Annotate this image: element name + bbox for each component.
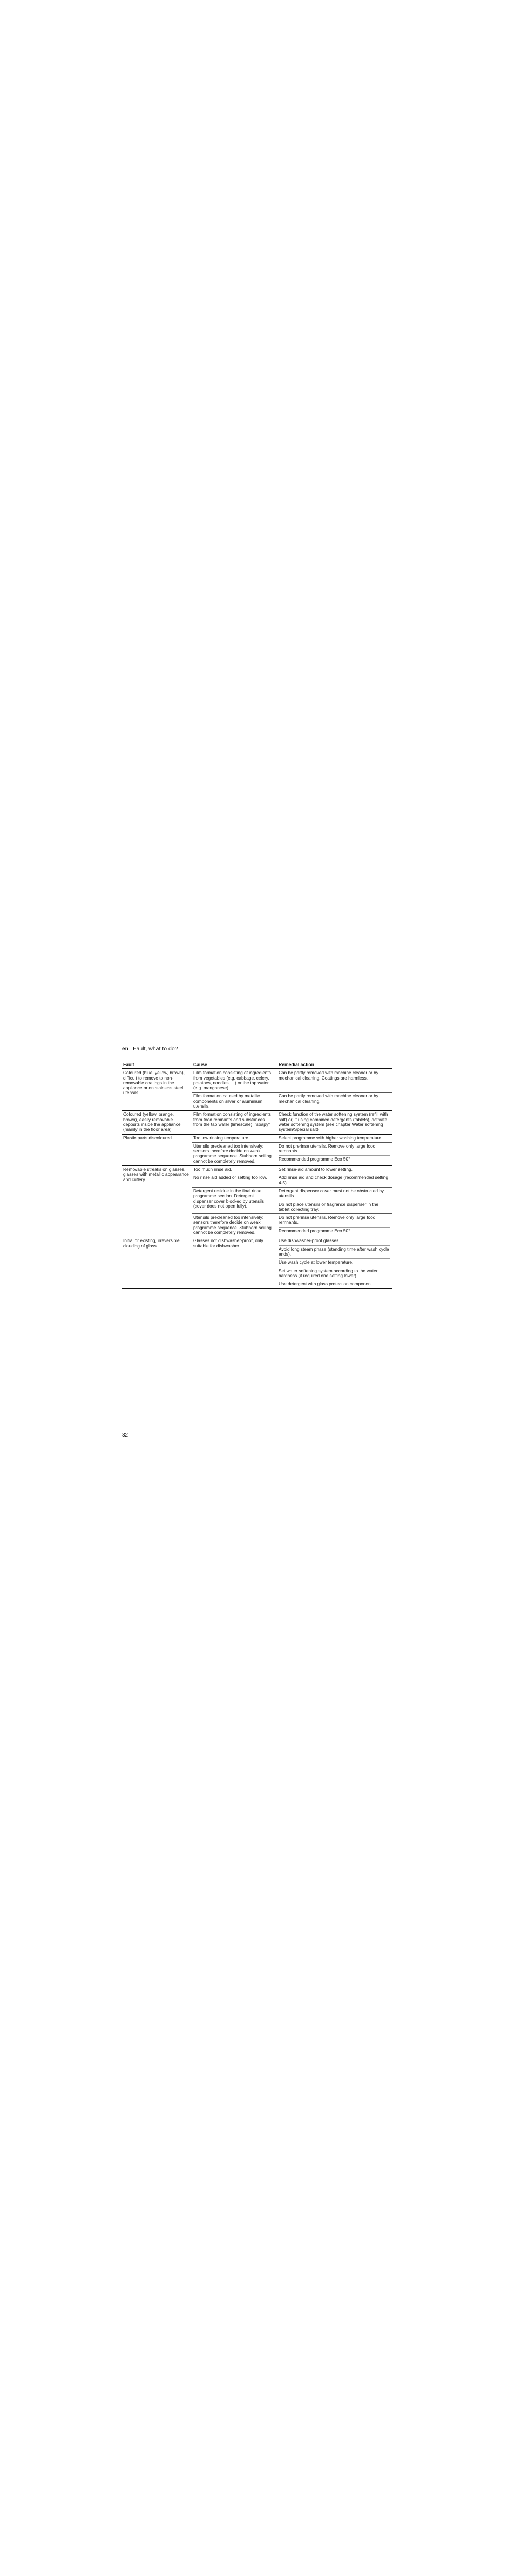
causes-group bbox=[192, 1069, 392, 1110]
table-row bbox=[122, 1237, 392, 1289]
table-row bbox=[122, 1111, 392, 1134]
remedy-cell bbox=[277, 1174, 392, 1187]
remedy-item: Detergent dispenser cover must not be obstructed by utensils. bbox=[279, 1188, 384, 1199]
remedy-cell bbox=[277, 1069, 392, 1092]
fault-cell: Plastic parts discoloured. bbox=[123, 1135, 173, 1141]
troubleshooting-table bbox=[122, 1061, 392, 1289]
remedy-item: Recommended programme Eco 50° bbox=[279, 1155, 390, 1163]
remedy-cell bbox=[277, 1143, 392, 1165]
language-code: en bbox=[122, 1046, 129, 1052]
cause-block bbox=[192, 1174, 392, 1187]
remedy-cell bbox=[277, 1166, 392, 1174]
remedy-item: Can be partly removed with machine cleaner or by mechanical cleaning. Coatings are harmless. bbox=[279, 1070, 378, 1081]
remedy-item: Use dishwasher-proof glasses. bbox=[279, 1238, 340, 1244]
fault-cell: Coloured (blue, yellow, brown), difficult to remove to non-removable coatings in the appliance or on stainless steel utensils. bbox=[123, 1070, 185, 1096]
remedy-cell bbox=[277, 1237, 392, 1288]
table-row bbox=[122, 1135, 392, 1166]
remedy-cell bbox=[277, 1111, 392, 1134]
cause-cell: Film formation consisting of ingredients from vegetables (e.g. cabbage, celery, potatoes, noodles, ...) or the tap water (e.g. manganese). bbox=[193, 1070, 271, 1091]
cause-cell: Utensils precleaned too intensively; sensors therefore decide on weak programme sequence. Stubborn soiling cannot be completely removed. bbox=[193, 1143, 272, 1164]
fault-cell: Coloured (yellow, orange, brown), easily removable deposits inside the appliance (mainly in the floor area) bbox=[123, 1111, 181, 1132]
remedy-item: Select programme with higher washing temperature. bbox=[279, 1135, 383, 1141]
section-title: Fault, what to do? bbox=[133, 1046, 178, 1052]
remedy-item: Do not prerinse utensils. Remove only large food remnants. bbox=[279, 1215, 376, 1225]
causes-group bbox=[192, 1111, 392, 1134]
remedy-item: Do not place utensils or fragrance dispenser in the tablet collecting tray. bbox=[279, 1201, 390, 1214]
cause-cell: Too much rinse aid. bbox=[193, 1166, 232, 1172]
column-header-cause: Cause bbox=[193, 1062, 207, 1067]
remedy-cell bbox=[277, 1188, 392, 1213]
causes-group bbox=[192, 1135, 392, 1165]
column-header-fault: Fault bbox=[123, 1062, 134, 1067]
remedy-item: Use wash cycle at lower temperature. bbox=[279, 1258, 390, 1266]
fault-cell: Removable streaks on glasses, glasses with metallic appearance and cutlery. bbox=[123, 1166, 189, 1182]
cause-cell: Too low rinsing temperature. bbox=[193, 1135, 250, 1141]
cause-block bbox=[192, 1166, 392, 1174]
cause-block bbox=[192, 1111, 392, 1134]
remedy-cell bbox=[277, 1135, 392, 1142]
cause-cell: Utensils precleaned too intensively; sensors therefore decide on weak programme sequence. Stubborn soiling cannot be completely removed. bbox=[193, 1215, 272, 1236]
table-header bbox=[122, 1061, 392, 1069]
remedy-cell bbox=[277, 1093, 392, 1110]
cause-block bbox=[192, 1069, 392, 1092]
remedy-item: Set rinse-aid amount to lower setting. bbox=[279, 1166, 353, 1172]
remedy-item: Recommended programme Eco 50° bbox=[279, 1227, 390, 1235]
remedy-item: Check function of the water softening system (refill with salt) or, if using combined detergents (tablets), activate water softening system (see chapter Water softening system/Special salt) bbox=[279, 1111, 388, 1132]
page-header bbox=[122, 1045, 178, 1053]
cause-block bbox=[192, 1213, 392, 1237]
cause-cell: Glasses not dishwasher-proof, only suitable for dishwasher. bbox=[193, 1238, 263, 1249]
cause-cell: Film formation caused by metallic components on silver or aluminium utensils. bbox=[193, 1093, 263, 1109]
remedy-item: Do not prerinse utensils. Remove only large food remnants. bbox=[279, 1143, 376, 1154]
remedy-item: Add rinse aid and check dosage (recommended setting 4-5). bbox=[279, 1175, 388, 1185]
cause-block bbox=[192, 1187, 392, 1213]
causes-group bbox=[192, 1166, 392, 1237]
fault-cell: Initial or existing, irreversible clouding of glass. bbox=[123, 1238, 180, 1249]
remedy-cell bbox=[277, 1214, 392, 1237]
cause-block bbox=[192, 1135, 392, 1142]
cause-cell: Detergent residue in the final rinse programme section. Detergent dispenser cover blocked by utensils (cover does not open fully). bbox=[193, 1188, 264, 1209]
causes-group bbox=[192, 1237, 392, 1288]
table-row bbox=[122, 1166, 392, 1237]
cause-block bbox=[192, 1237, 392, 1288]
table-row bbox=[122, 1069, 392, 1111]
cause-cell: No rinse aid added or setting too low. bbox=[193, 1175, 267, 1181]
cause-block bbox=[192, 1092, 392, 1110]
remedy-item: Can be partly removed with machine cleaner or by mechanical cleaning. bbox=[279, 1093, 378, 1104]
remedy-item: Use detergent with glass protection component. bbox=[279, 1280, 390, 1288]
page-number: 32 bbox=[122, 1432, 128, 1438]
column-header-remedial-action: Remedial action bbox=[279, 1062, 314, 1067]
cause-cell: Film formation consisting of ingredients from food remnants and substances from the tap water (limescale), "soapy" bbox=[193, 1111, 271, 1127]
remedy-item: Avoid long steam phase (standing time after wash cycle ends). bbox=[279, 1245, 390, 1259]
cause-block bbox=[192, 1142, 392, 1165]
remedy-item: Set water softening system according to the water hardness (if required one setting lower). bbox=[279, 1267, 390, 1280]
